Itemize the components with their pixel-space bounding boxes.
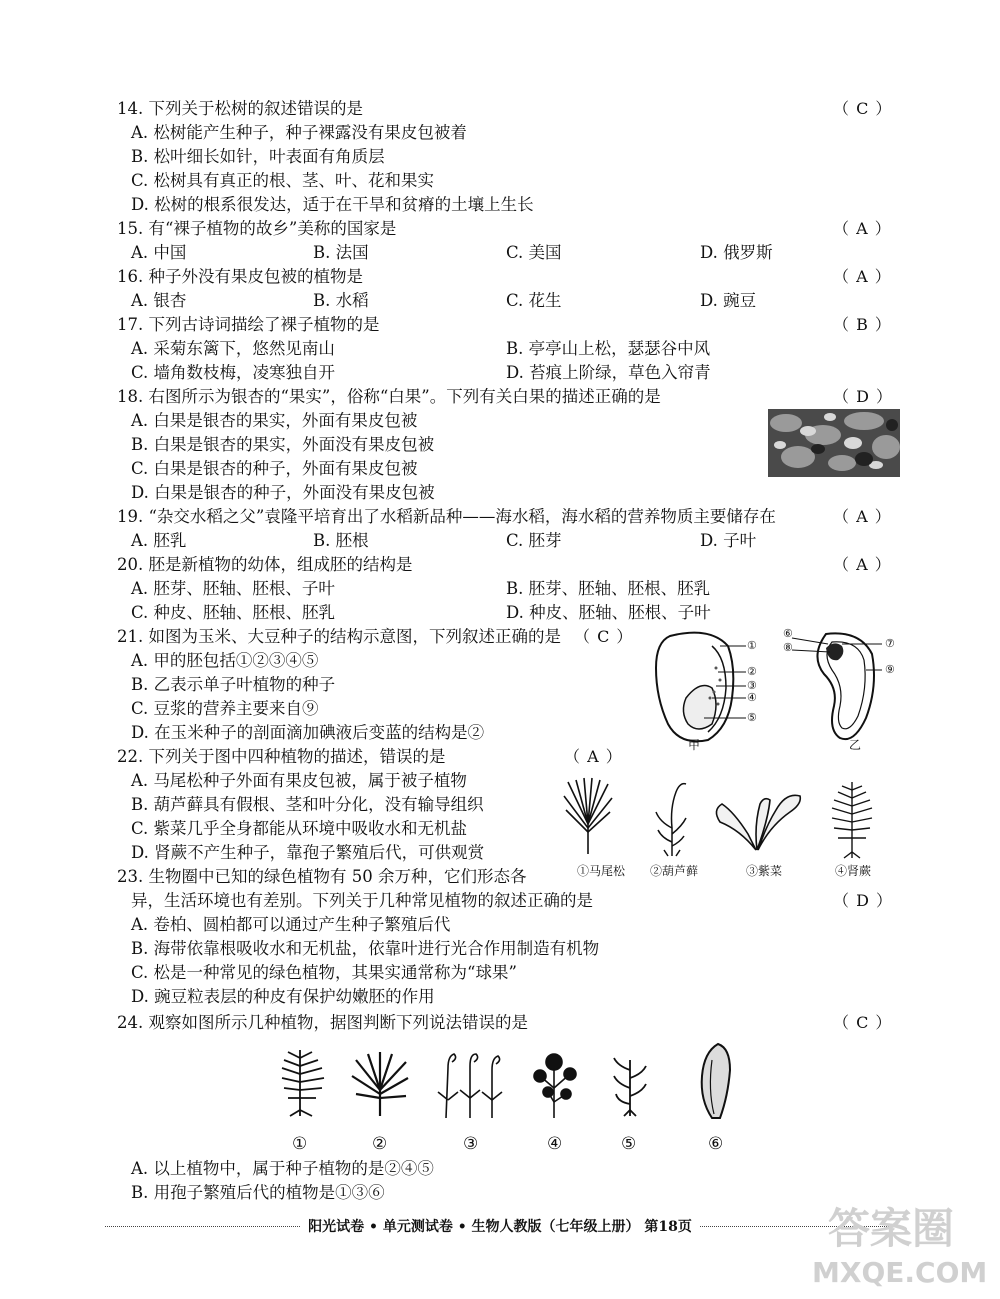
footer-text: 阳光试卷 • 单元测试卷 • 生物人教版（七年级上册） 第18页 (308, 1219, 692, 1235)
seed-label-3: ③ (747, 679, 757, 692)
seed-label-4: ④ (747, 691, 757, 704)
q22-option-b: B. 葫芦藓具有假根、茎和叶分化，没有输导组织 (131, 795, 484, 814)
q19-stem: 19. “杂交水稻之父”袁隆平培育出了水稻新品种——海水稻，海水稻的营养物质主要储存在 (117, 507, 776, 526)
plant-number-6: ⑥ (708, 1134, 724, 1154)
q21-stem: 21. 如图为玉米、大豆种子的结构示意图，下列叙述正确的是 (117, 627, 561, 646)
plant-number-1: ① (292, 1134, 308, 1154)
q15-option-a: A. 中国 (131, 243, 187, 262)
q14-option-d: D. 松树的根系很发达，适于在干旱和贫瘠的土壤上生长 (131, 195, 534, 214)
plant-caption-moss: ②葫芦藓 (650, 864, 699, 878)
q18-option-a: A. 白果是银杏的果实，外面有果皮包被 (131, 411, 418, 430)
q23-option-a: A. 卷柏、圆柏都可以通过产生种子繁殖后代 (131, 915, 451, 934)
seed-label-9: ⑨ (885, 663, 895, 676)
watermark-url: MXQE.COM (812, 1256, 988, 1289)
seed-caption-jia: 甲 (688, 738, 701, 752)
q14-answer: （ C ） (833, 99, 893, 118)
q21-option-d: D. 在玉米种子的剖面滴加碘液后变蓝的结构是② (131, 723, 485, 742)
plant-caption-pine: ①马尾松 (577, 864, 626, 878)
q15-option-c: C. 美国 (506, 243, 562, 262)
q16-answer: （ A ） (833, 267, 892, 286)
moss-illustration (650, 778, 692, 858)
q18-option-c: C. 白果是银杏的种子，外面有果皮包被 (131, 459, 418, 478)
q23-stem-line1: 23. 生物圈中已知的绿色植物有 50 余万种，它们形态各 (117, 867, 527, 886)
q17-option-c: C. 墙角数枝梅，凌寒独自开 (131, 363, 336, 382)
plant-number-2: ② (372, 1134, 388, 1154)
plant-4-flowering (526, 1048, 582, 1120)
seed-caption-yi: 乙 (849, 738, 862, 752)
q20-option-d: D. 种皮、胚轴、胚根、子叶 (506, 603, 711, 622)
q14-option-c: C. 松树具有真正的根、茎、叶、花和果实 (131, 171, 435, 190)
laver-illustration (710, 790, 804, 852)
q18-stem: 18. 右图所示为银杏的“果实”，俗称“白果”。下列有关白果的描述正确的是 (117, 387, 661, 406)
q22-option-a: A. 马尾松种子外面有果皮包被，属于被子植物 (131, 771, 467, 790)
plant-2-pine (350, 1050, 410, 1118)
plant-caption-laver: ③紫菜 (746, 864, 783, 878)
q17-option-a: A. 采菊东篱下，悠然见南山 (131, 339, 335, 358)
q15-option-b: B. 法国 (313, 243, 369, 262)
q17-answer: （ B ） (833, 315, 892, 334)
q18-option-d: D. 白果是银杏的种子，外面没有果皮包被 (131, 483, 435, 502)
q14-option-b: B. 松叶细长如针，叶表面有角质层 (131, 147, 385, 166)
plant-3-moss (432, 1048, 506, 1120)
q19-answer: （ A ） (833, 507, 892, 526)
footer-rule-left (105, 1226, 300, 1227)
q23-answer: （ D ） (833, 891, 894, 910)
masson-pine-illustration (562, 776, 614, 856)
q21-option-b: B. 乙表示单子叶植物的种子 (131, 675, 336, 694)
q16-stem: 16. 种子外没有果皮包被的植物是 (117, 267, 363, 286)
seed-label-1: ① (747, 639, 757, 652)
q20-option-b: B. 胚芽、胚轴、胚根、胚乳 (506, 579, 711, 598)
q17-option-d: D. 苔痕上阶绿，草色入帘青 (506, 363, 711, 382)
seed-label-6: ⑥ (783, 627, 793, 640)
q21-answer: （ C ） (574, 627, 634, 646)
q21-option-c: C. 豆浆的营养主要来自⑨ (131, 699, 319, 718)
page-footer (105, 1216, 895, 1236)
seed-label-5: ⑤ (747, 711, 757, 724)
q19-option-c: C. 胚芽 (506, 531, 562, 550)
q16-option-b: B. 水稻 (313, 291, 369, 310)
q19-option-b: B. 胚根 (313, 531, 369, 550)
q18-answer: （ D ） (833, 387, 894, 406)
q15-stem: 15. 有“裸子植物的故乡”美称的国家是 (117, 219, 397, 238)
seed-label-7: ⑦ (885, 637, 895, 650)
q22-option-c: C. 紫菜几乎全身都能从环境中吸收水和无机盐 (131, 819, 468, 838)
plant-caption-fern: ④肾蕨 (835, 864, 872, 878)
q24-stem: 24. 观察如图所示几种植物，据图判断下列说法错误的是 (117, 1013, 528, 1032)
q17-option-b: B. 亭亭山上松，瑟瑟谷中风 (506, 339, 711, 358)
q19-option-a: A. 胚乳 (131, 531, 187, 550)
q20-stem: 20. 胚是新植物的幼体，组成胚的结构是 (117, 555, 413, 574)
q23-option-c: C. 松是一种常见的绿色植物，其果实通常称为“球果” (131, 963, 517, 982)
q23-option-b: B. 海带依靠根吸收水和无机盐，依靠叶进行光合作用制造有机物 (131, 939, 600, 958)
q24-option-b: B. 用孢子繁殖后代的植物是①③⑥ (131, 1183, 385, 1202)
q24-answer: （ C ） (833, 1013, 893, 1032)
q23-option-d: D. 豌豆粒表层的种皮有保护幼嫩胚的作用 (131, 987, 435, 1006)
q24-option-a: A. 以上植物中，属于种子植物的是②④⑤ (131, 1159, 434, 1178)
plant-5-corn (612, 1054, 648, 1118)
soybean-seed-diagram (780, 626, 900, 751)
q16-option-d: D. 豌豆 (700, 291, 757, 310)
q18-option-b: B. 白果是银杏的果实，外面没有果皮包被 (131, 435, 435, 454)
q20-option-a: A. 胚芽、胚轴、胚根、子叶 (131, 579, 335, 598)
q22-answer: （ A ） (564, 747, 623, 766)
plant-number-3: ③ (463, 1134, 479, 1154)
q14-stem: 14. 下列关于松树的叙述错误的是 (117, 99, 363, 118)
watermark-logo: 答案圈 (828, 1204, 955, 1253)
ginkgo-photo (768, 409, 900, 477)
q22-option-d: D. 肾蕨不产生种子，靠孢子繁殖后代，可供观赏 (131, 843, 485, 862)
seed-label-8: ⑧ (783, 641, 793, 654)
q20-answer: （ A ） (833, 555, 892, 574)
fern-illustration (826, 778, 878, 860)
q19-option-d: D. 子叶 (700, 531, 757, 550)
q14-option-a: A. 松树能产生种子，种子裸露没有果皮包被着 (131, 123, 467, 142)
q16-option-a: A. 银杏 (131, 291, 187, 310)
seed-label-2: ② (747, 665, 757, 678)
q15-answer: （ A ） (833, 219, 892, 238)
q23-stem-line2: 异，生活环境也有差别。下列关于几种常见植物的叙述正确的是 (131, 891, 593, 910)
q15-option-d: D. 俄罗斯 (700, 243, 773, 262)
plant-number-4: ④ (547, 1134, 563, 1154)
q21-option-a: A. 甲的胚包括①②③④⑤ (131, 651, 319, 670)
q20-option-c: C. 种皮、胚轴、胚根、胚乳 (131, 603, 336, 622)
plant-1-fern (276, 1046, 328, 1118)
q16-option-c: C. 花生 (506, 291, 562, 310)
plant-6-kelp (696, 1040, 736, 1120)
q17-stem: 17. 下列古诗词描绘了裸子植物的是 (117, 315, 380, 334)
q22-stem: 22. 下列关于图中四种植物的描述，错误的是 (117, 747, 446, 766)
plant-number-5: ⑤ (621, 1134, 637, 1154)
